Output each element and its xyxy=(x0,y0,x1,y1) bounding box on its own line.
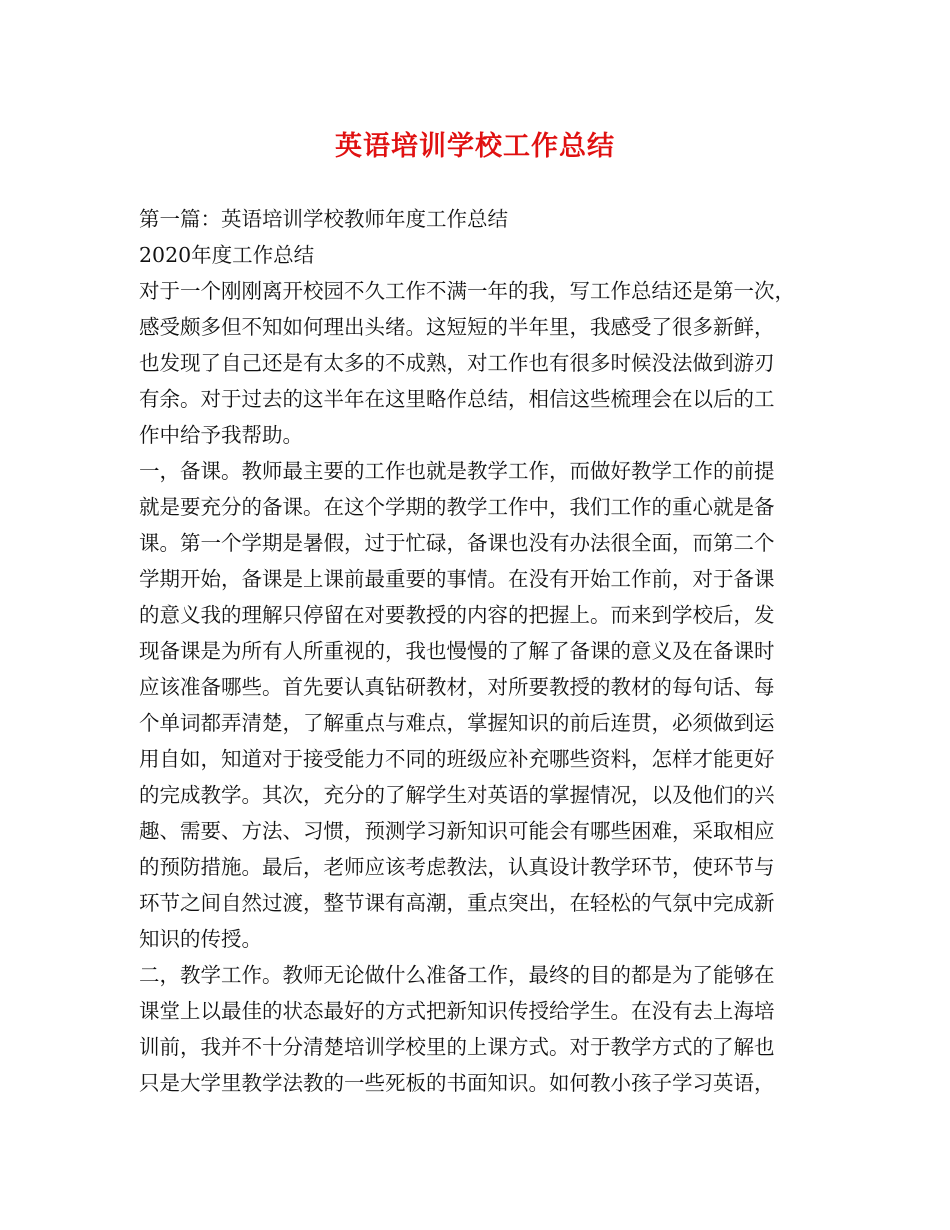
body-line: 趣、需要、方法、习惯，预测学习新知识可能会有哪些困难，采取相应 xyxy=(139,819,775,843)
body-line: 的预防措施。最后，老师应该考虑教法，认真设计教学环节，使环节与 xyxy=(139,855,775,879)
body-line: 的完成教学。其次，充分的了解学生对英语的掌握情况，以及他们的兴 xyxy=(139,783,775,807)
body-line: 感受颇多但不知如何理出头绪。这短短的半年里，我感受了很多新鲜， xyxy=(139,315,775,339)
body-line: 现备课是为所有人所重视的，我也慢慢的了解了备课的意义及在备课时 xyxy=(139,639,775,663)
body-line: 只是大学里教学法教的一些死板的书面知识。如何教小孩子学习英语， xyxy=(139,1071,775,1095)
body-line: 课。第一个学期是暑假，过于忙碌，备课也没有办法很全面，而第二个 xyxy=(139,531,775,555)
body-line: 用自如，知道对于接受能力不同的班级应补充哪些资料，怎样才能更好 xyxy=(139,747,775,771)
body-line: 2020年度工作总结 xyxy=(139,243,315,267)
body-line: 个单词都弄清楚，了解重点与难点，掌握知识的前后连贯，必须做到运 xyxy=(139,711,775,735)
body-line: 知识的传授。 xyxy=(139,927,262,951)
body-line: 二，教学工作。教师无论做什么准备工作，最终的目的都是为了能够在 xyxy=(139,963,775,987)
document-body xyxy=(139,201,829,1101)
body-line: 的意义我的理解只停留在对要教授的内容的把握上。而来到学校后，发 xyxy=(139,603,775,627)
body-line: 学期开始，备课是上课前最重要的事情。在没有开始工作前，对于备课 xyxy=(139,567,775,591)
body-line: 一，备课。教师最主要的工作也就是教学工作，而做好教学工作的前提 xyxy=(139,459,775,483)
body-line: 课堂上以最佳的状态最好的方式把新知识传授给学生。在没有去上海培 xyxy=(139,999,775,1023)
body-line: 作中给予我帮助。 xyxy=(139,423,303,447)
body-line: 对于一个刚刚离开校园不久工作不满一年的我，写工作总结还是第一次， xyxy=(139,279,795,303)
document-title: 英语培训学校工作总结 xyxy=(335,131,615,162)
body-line: 环节之间自然过渡，整节课有高潮，重点突出，在轻松的气氛中完成新 xyxy=(139,891,775,915)
body-line: 也发现了自己还是有太多的不成熟，对工作也有很多时候没法做到游刃 xyxy=(139,351,775,375)
body-line: 应该准备哪些。首先要认真钻研教材，对所要教授的教材的每句话、每 xyxy=(139,675,775,699)
body-line: 训前，我并不十分清楚培训学校里的上课方式。对于教学方式的了解也 xyxy=(139,1035,775,1059)
body-line: 有余。对于过去的这半年在这里略作总结，相信这些梳理会在以后的工 xyxy=(139,387,775,411)
body-line: 第一篇：英语培训学校教师年度工作总结 xyxy=(139,207,508,231)
body-line: 就是要充分的备课。在这个学期的教学工作中，我们工作的重心就是备 xyxy=(139,495,775,519)
